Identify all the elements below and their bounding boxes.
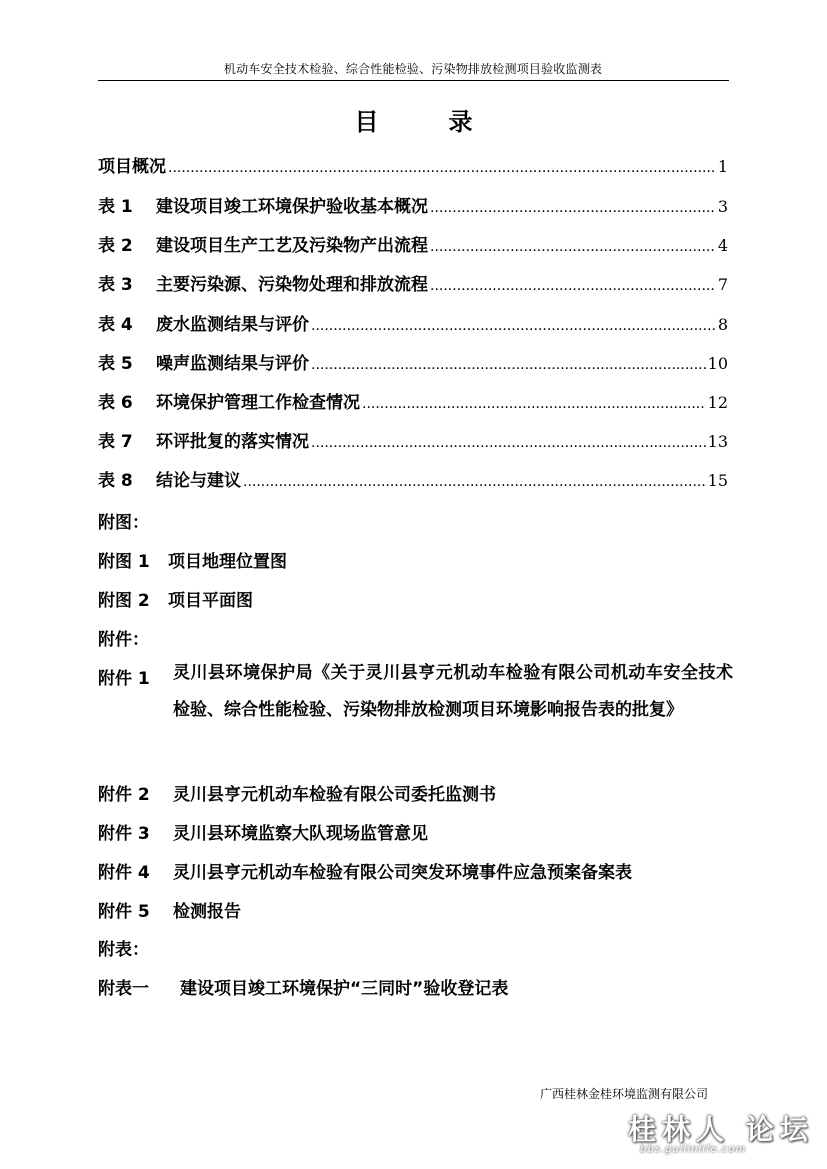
attachment-text: 灵川县亨元机动车检验有限公司突发环境事件应急预案备案表 bbox=[173, 863, 632, 883]
title-char-right: 录 bbox=[448, 108, 473, 136]
toc-entry-overview[interactable] bbox=[98, 152, 728, 182]
attachment-entry-2[interactable] bbox=[98, 780, 496, 805]
figure-entry-2[interactable] bbox=[98, 586, 253, 611]
title-char-left: 目 bbox=[354, 108, 379, 136]
toc-entry-key: 表 3 bbox=[98, 275, 133, 295]
toc-leader-dots bbox=[168, 160, 716, 176]
toc-page-number: 13 bbox=[707, 432, 728, 451]
attachment-text: 灵川县环境监察大队现场监管意见 bbox=[173, 824, 428, 844]
toc-leader-dots bbox=[430, 278, 716, 294]
toc-entry-table-5[interactable] bbox=[98, 349, 728, 379]
figure-key: 附图 2 bbox=[98, 591, 150, 611]
attachment-key: 附件 4 bbox=[98, 863, 150, 883]
toc-page-number: 12 bbox=[707, 393, 728, 412]
toc-entry-table-2[interactable] bbox=[98, 231, 728, 261]
toc-leader-dots bbox=[362, 396, 706, 412]
footer-company-name: 广西桂林金桂环境监测有限公司 bbox=[540, 1087, 709, 1101]
figure-text: 项目平面图 bbox=[168, 591, 253, 611]
attachment-key: 附件 5 bbox=[98, 902, 150, 922]
toc-entry-key: 表 2 bbox=[98, 236, 133, 256]
toc-entry-title: 主要污染源、污染物处理和排放流程 bbox=[156, 275, 428, 295]
toc-entry-title: 噪声监测结果与评价 bbox=[156, 354, 309, 374]
attachments-section-label: 附件： bbox=[98, 630, 149, 650]
attachment-key: 附件 1 bbox=[98, 669, 150, 689]
toc-entry-key: 表 7 bbox=[98, 432, 133, 452]
toc-page-number: 7 bbox=[717, 275, 728, 294]
toc-page-number: 1 bbox=[717, 157, 728, 176]
toc-entry-table-6[interactable] bbox=[98, 388, 728, 418]
toc-entry-table-1[interactable] bbox=[98, 192, 728, 222]
appendix-table-entry-1[interactable] bbox=[98, 974, 508, 999]
toc-leader-dots bbox=[311, 357, 706, 373]
toc-entry-title: 结论与建议 bbox=[156, 471, 241, 491]
toc-entry-title: 环评批复的落实情况 bbox=[156, 432, 309, 452]
attachment-key: 附件 3 bbox=[98, 824, 150, 844]
toc-entry-title: 废水监测结果与评价 bbox=[156, 315, 309, 335]
running-header: 机动车安全技术检验、综合性能检验、污染物排放检测项目验收监测表 bbox=[223, 62, 603, 76]
appendix-table-key: 附表一 bbox=[98, 979, 149, 999]
page-title bbox=[0, 102, 827, 137]
watermark-url: bbs.guilinlife.com bbox=[640, 1144, 747, 1155]
toc-leader-dots bbox=[311, 435, 706, 451]
toc-page-number: 15 bbox=[707, 471, 728, 490]
appendix-tables-section-label: 附表： bbox=[98, 940, 149, 960]
header-rule bbox=[98, 80, 729, 81]
figure-text: 项目地理位置图 bbox=[168, 552, 287, 572]
toc-entry-table-7[interactable] bbox=[98, 427, 728, 457]
toc-page-number: 3 bbox=[717, 197, 728, 216]
forum-watermark-logo bbox=[620, 1108, 820, 1164]
figure-entry-1[interactable] bbox=[98, 547, 287, 572]
toc-page-number: 4 bbox=[717, 236, 728, 255]
toc-entry-key: 表 5 bbox=[98, 354, 133, 374]
toc-entry-title: 建设项目竣工环境保护验收基本概况 bbox=[156, 197, 428, 217]
toc-entry-key: 表 6 bbox=[98, 393, 133, 413]
toc-page-number: 8 bbox=[717, 315, 728, 334]
toc-leader-dots bbox=[311, 318, 716, 334]
toc-entry-table-3[interactable] bbox=[98, 270, 728, 300]
attachment-entry-4[interactable] bbox=[98, 858, 632, 883]
toc-entry-table-8[interactable] bbox=[98, 466, 728, 496]
attachment-key: 附件 2 bbox=[98, 785, 150, 805]
toc-leader-dots bbox=[243, 474, 706, 490]
attachment-entry-1[interactable] bbox=[98, 663, 733, 776]
attachment-text: 灵川县亨元机动车检验有限公司委托监测书 bbox=[173, 785, 496, 805]
attachment-entry-5[interactable] bbox=[98, 897, 241, 922]
toc-entry-label: 项目概况 bbox=[98, 157, 166, 177]
toc-entry-table-4[interactable] bbox=[98, 310, 728, 340]
watermark-text: 桂林人 论坛 bbox=[628, 1113, 814, 1146]
toc-leader-dots bbox=[430, 239, 716, 255]
toc-entry-title: 环境保护管理工作检查情况 bbox=[156, 393, 360, 413]
attachment-text: 灵川县环境保护局《关于灵川县亨元机动车检验有限公司机动车安全技术检验、综合性能检验、污染物排放检测项目环境影响报告表的批复》 bbox=[173, 663, 733, 720]
toc-entry-key: 表 8 bbox=[98, 471, 133, 491]
attachment-text: 检测报告 bbox=[173, 902, 241, 922]
toc-entry-key: 表 4 bbox=[98, 315, 133, 335]
toc-leader-dots bbox=[430, 200, 716, 216]
attachment-entry-3[interactable] bbox=[98, 819, 428, 844]
toc-entry-title: 建设项目生产工艺及污染物产出流程 bbox=[156, 236, 428, 256]
toc-entry-key: 表 1 bbox=[98, 197, 133, 217]
toc-page-number: 10 bbox=[707, 354, 728, 373]
figures-section-label: 附图： bbox=[98, 513, 149, 533]
figure-key: 附图 1 bbox=[98, 552, 150, 572]
appendix-table-text: 建设项目竣工环境保护“三同时”验收登记表 bbox=[180, 979, 509, 999]
